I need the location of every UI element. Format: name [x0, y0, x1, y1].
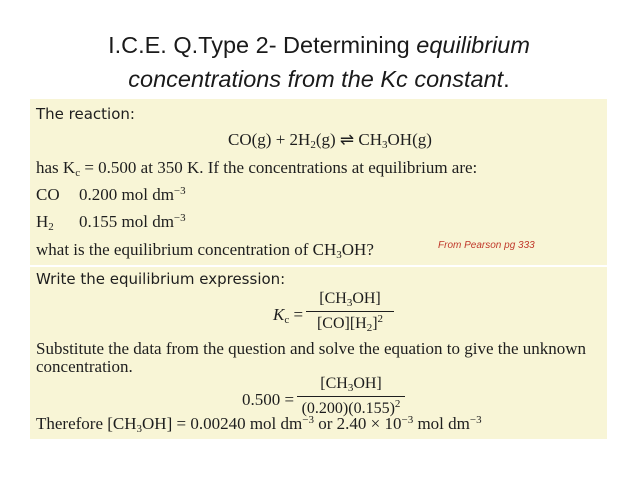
kc-subscript: c	[75, 167, 81, 179]
step1-label: Write the equilibrium expression:	[36, 270, 286, 288]
answer-exp2: −3	[401, 414, 414, 426]
kc-expr-subscript: c	[284, 314, 290, 326]
co-species: CO	[36, 185, 60, 204]
kc-numerator	[306, 290, 394, 308]
answer-sub: 3	[136, 423, 143, 435]
eq-product-ch: CH	[358, 130, 383, 149]
h2-subscript: 2	[48, 221, 54, 233]
kc-num-a: [CH	[319, 290, 347, 307]
kc-fraction-bar	[306, 311, 394, 312]
sub-den-sup: 2	[394, 398, 401, 410]
kc-den-sub: 2	[366, 322, 373, 334]
sub-num-a: [CH	[320, 375, 348, 392]
step2-line-2: concentration.	[36, 357, 133, 376]
answer-b: OH] = 0.00240 mol dm	[142, 414, 303, 433]
h2-value: 0.155 mol dm	[79, 212, 174, 231]
kc-den-sup: 2	[377, 313, 384, 325]
substitution-lhs: 0.500 =	[242, 390, 295, 409]
title-emphasis: equilibrium	[416, 32, 530, 58]
kc-lhs	[273, 305, 303, 325]
answer-exp3: −3	[469, 414, 482, 426]
answer-a: Therefore [CH	[36, 414, 137, 433]
kc-given-line	[36, 158, 477, 178]
eq-product-oh: OH(g)	[387, 130, 432, 149]
h2-symbol: H	[36, 212, 49, 231]
eq-reactants: CO(g) + 2H	[228, 130, 311, 149]
kc-den-b: ]	[372, 315, 378, 332]
h2-exponent: −3	[173, 212, 186, 224]
solution-panel	[30, 267, 607, 439]
kc-num-sub: 3	[346, 297, 353, 309]
sub-den: (0.200)(0.155)	[301, 400, 395, 417]
question-panel	[30, 99, 607, 265]
kc-expr-equals: =	[293, 305, 304, 324]
kc-expr-symbol: K	[273, 305, 285, 324]
slide-title	[0, 28, 638, 96]
kc-statement: = 0.500 at 350 K. If the concentrations at equilibrium are:	[80, 158, 478, 177]
h2-species	[36, 212, 54, 232]
ask-subscript: 3	[336, 249, 342, 261]
sub-numerator	[297, 375, 405, 393]
reaction-heading: The reaction:	[36, 105, 135, 123]
answer-d: mol dm	[413, 414, 470, 433]
eq-h2-state: (g)	[315, 130, 336, 149]
question-ask	[36, 240, 374, 260]
reaction-equation	[228, 130, 432, 150]
title-period: .	[503, 66, 510, 92]
sub-num-b: OH]	[353, 375, 382, 392]
eq-h2-subscript: 2	[310, 139, 316, 151]
h2-concentration	[79, 212, 186, 232]
title-line-1	[0, 28, 638, 62]
equilibrium-arrow-icon: ⇌	[339, 130, 355, 149]
co-exponent: −3	[173, 185, 186, 197]
ask-end: OH?	[341, 240, 374, 259]
kc-denominator	[306, 315, 394, 333]
kc-fraction	[306, 289, 394, 335]
co-value: 0.200 mol dm	[79, 185, 174, 204]
sub-fraction-bar	[297, 396, 405, 397]
title-text: I.C.E. Q.Type 2- Determining	[108, 32, 417, 58]
kc-den-a: [CO][H	[316, 315, 367, 332]
final-answer	[36, 414, 482, 434]
sub-num-sub: 3	[347, 382, 354, 394]
answer-exp1: −3	[302, 414, 314, 426]
ask-text: what is the equilibrium concentration of CH	[36, 240, 337, 259]
co-concentration	[79, 185, 186, 205]
kc-symbol: has K	[36, 158, 76, 177]
kc-num-b: OH]	[352, 290, 381, 307]
step2-line-1: Substitute the data from the question and solve the equation to give the unknown	[36, 339, 587, 358]
eq-product-subscript: 3	[382, 139, 388, 151]
source-note: From Pearson pg 333	[438, 240, 535, 251]
answer-c: or 2.40 × 10	[313, 414, 402, 433]
title-line-2	[0, 62, 638, 96]
title-emphasis-2: concentrations from the Kc constant	[128, 66, 504, 92]
